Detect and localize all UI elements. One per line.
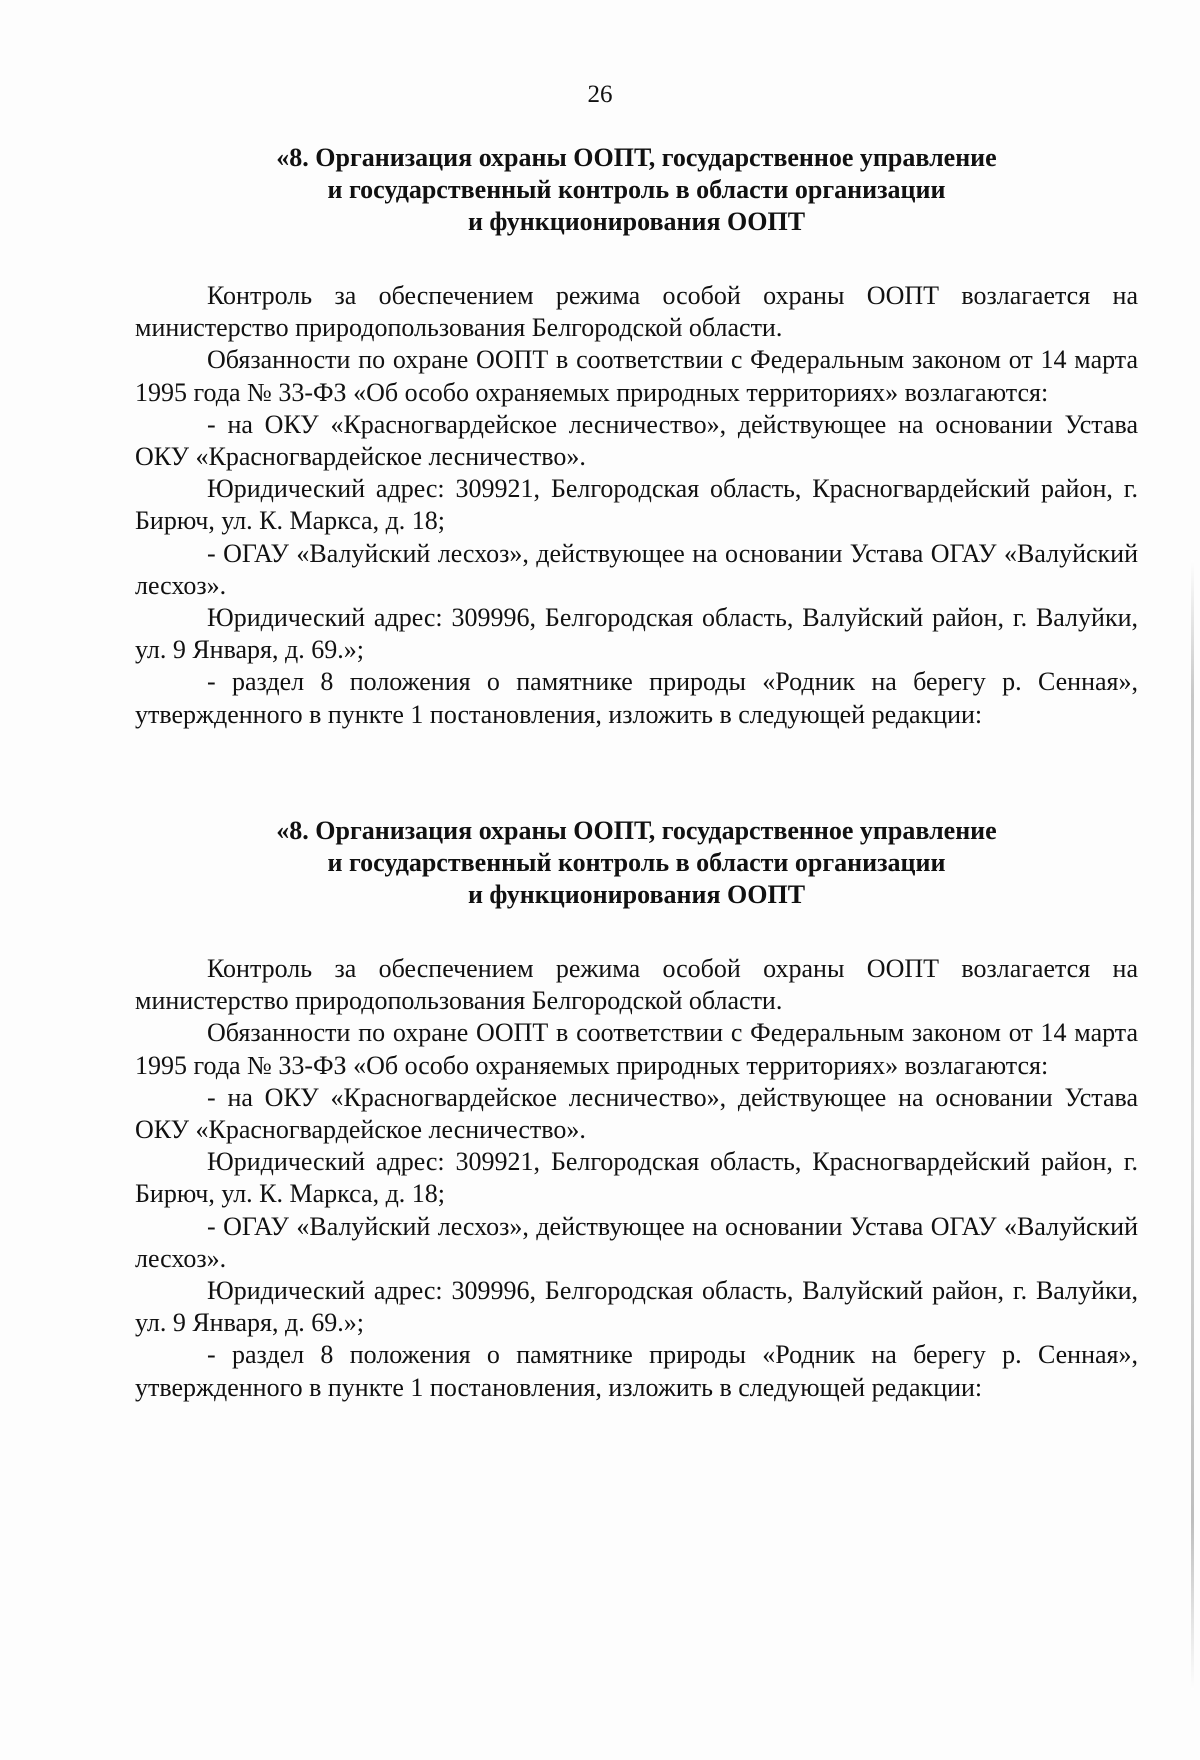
paragraph-duties: Обязанности по охране ООПТ в соответствии с Федеральным законом от 14 марта 1995 года № 33-ФЗ «Об особо охраняемых природных территориях» возлагаются: xyxy=(135,1018,1138,1080)
paragraph-ogau: - ОГАУ «Валуйский лесхоз», действующее на основании Устава ОГАУ «Валуйский лесхоз». xyxy=(135,1211,1138,1273)
paragraph-amendment: - раздел 8 положения о памятнике природы «Родник на берегу р. Сенная», утвержденного в пункте 1 постановления, изложить в следующей редакции: xyxy=(135,1340,1138,1402)
paragraph-control: Контроль за обеспечением режима особой охраны ООПТ возлагается на министерство природопользования Белгородской области. xyxy=(135,281,1138,343)
section-heading xyxy=(135,815,1138,911)
section-heading xyxy=(135,142,1138,238)
heading-line: «8. Организация охраны ООПТ, государственное управление xyxy=(276,143,997,172)
heading-line: и функционирования ООПТ xyxy=(467,207,806,236)
paragraph-ogau: - ОГАУ «Валуйский лесхоз», действующее на основании Устава ОГАУ «Валуйский лесхоз». xyxy=(135,538,1138,600)
paragraph-oku-address: Юридический адрес: 309921, Белгородская область, Красногвардейский район, г. Бирюч, ул. К. Маркса, д. 18; xyxy=(135,474,1138,536)
heading-line: и функционирования ООПТ xyxy=(467,880,806,909)
paragraph-duties: Обязанности по охране ООПТ в соответствии с Федеральным законом от 14 марта 1995 года № 33-ФЗ «Об особо охраняемых природных территориях» возлагаются: xyxy=(135,345,1138,407)
paragraph-oku: - на ОКУ «Красногвардейское лесничество», действующее на основании Устава ОКУ «Красногвардейское лесничество». xyxy=(135,409,1138,472)
section-1 xyxy=(135,142,1138,731)
paragraph-control: Контроль за обеспечением режима особой охраны ООПТ возлагается на министерство природопользования Белгородской области. xyxy=(135,954,1138,1016)
paragraph-oku: - на ОКУ «Красногвардейское лесничество», действующее на основании Устава ОКУ «Красногвардейское лесничество». xyxy=(135,1082,1138,1145)
paragraph-oku-address: Юридический адрес: 309921, Белгородская область, Красногвардейский район, г. Бирюч, ул. К. Маркса, д. 18; xyxy=(135,1147,1138,1209)
page-number: 26 xyxy=(587,81,613,108)
section-body xyxy=(135,280,1138,731)
heading-line: и государственный контроль в области организации xyxy=(327,848,946,877)
paragraph-ogau-address: Юридический адрес: 309996, Белгородская область, Валуйский район, г. Валуйки, ул. 9 Января, д. 69.»; xyxy=(135,1276,1138,1338)
scan-edge-shadow xyxy=(1191,560,1194,1690)
paragraph-amendment: - раздел 8 положения о памятнике природы «Родник на берегу р. Сенная», утвержденного в пункте 1 постановления, изложить в следующей редакции: xyxy=(135,667,1138,729)
section-2 xyxy=(135,815,1138,1404)
section-body xyxy=(135,953,1138,1404)
heading-line: и государственный контроль в области организации xyxy=(327,175,946,204)
paragraph-ogau-address: Юридический адрес: 309996, Белгородская область, Валуйский район, г. Валуйки, ул. 9 Января, д. 69.»; xyxy=(135,603,1138,665)
heading-line: «8. Организация охраны ООПТ, государственное управление xyxy=(276,816,997,845)
